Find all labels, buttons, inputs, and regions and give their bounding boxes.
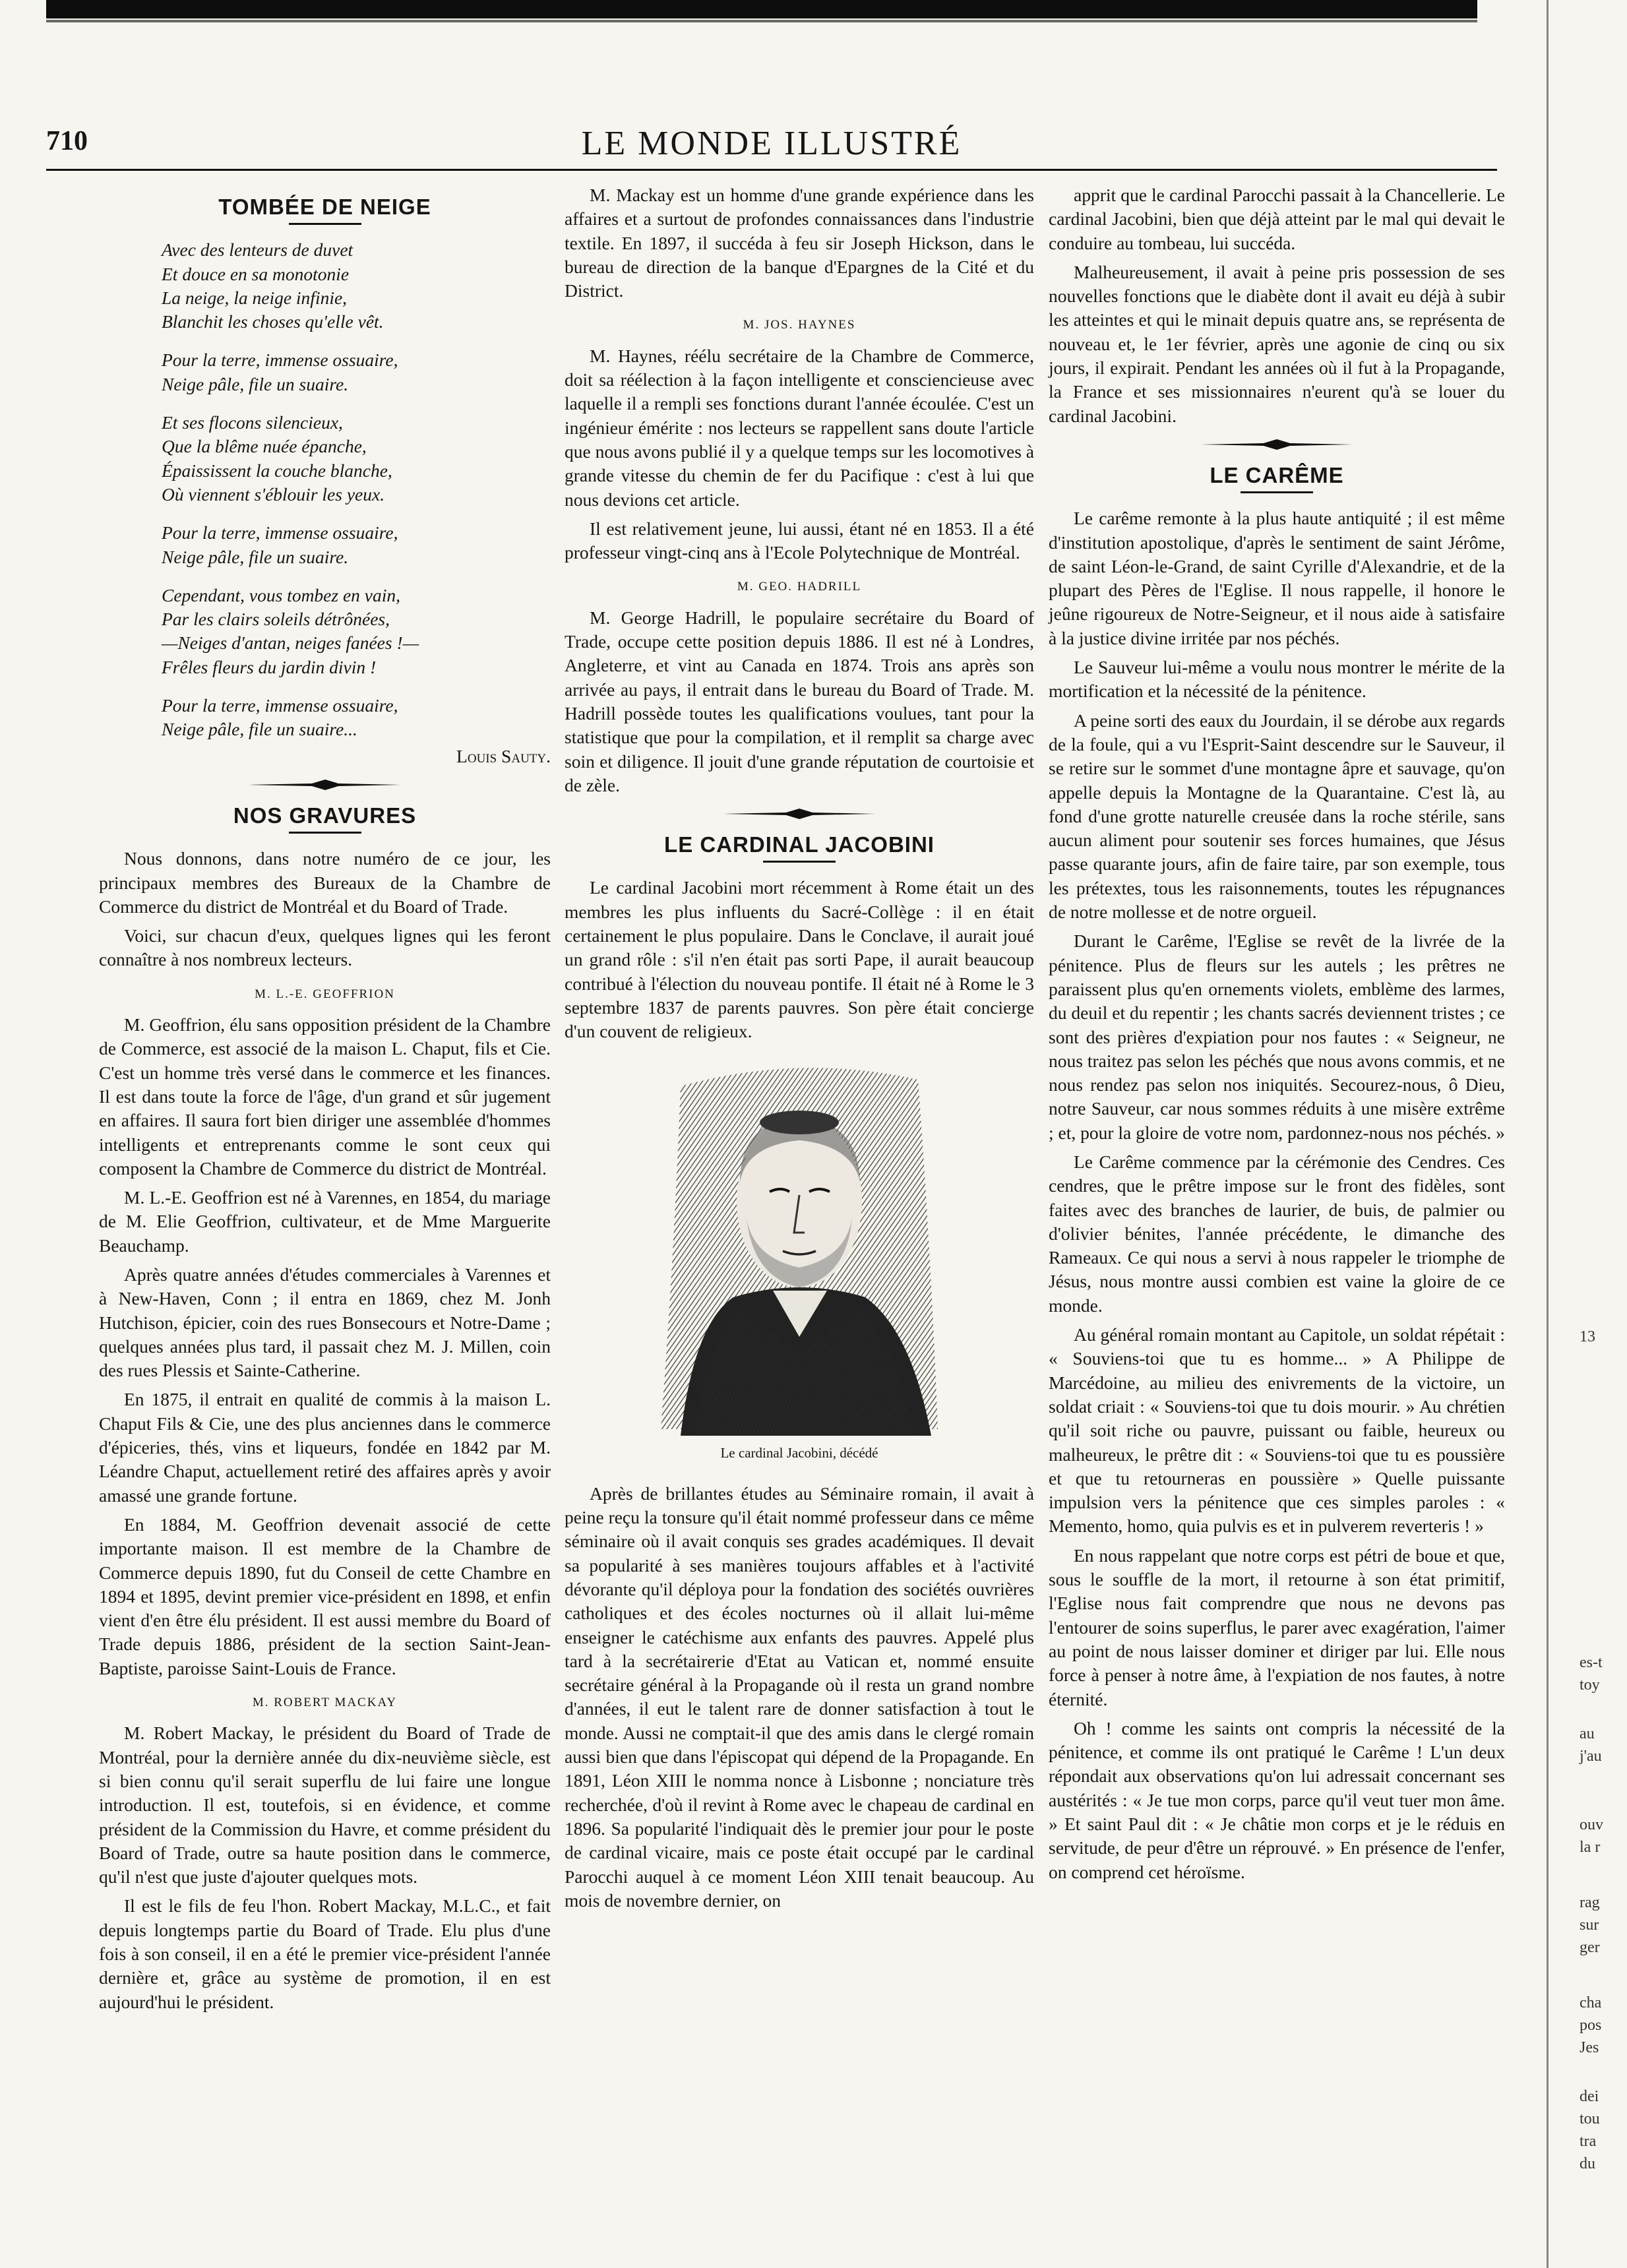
margin-fragment: es-t [1580, 1654, 1603, 1671]
cardinal-portrait-engraving [654, 1060, 944, 1436]
poem-line: Épaississent la couche blanche, [162, 460, 392, 481]
margin-fragment: rag [1580, 1894, 1600, 1911]
margin-fragment: dei [1580, 2088, 1599, 2105]
margin-fragment: j'au [1580, 1748, 1602, 1765]
paragraph: En nous rappelant que notre corps est pétri de boue et que, sous le souffle de la mort, il retourne à son état primitif, l'Eglise nous fait comprendre que nous ne devons pas l'entourer de soins superflus, le parer avec exagération, l'aimer au point de nous laisser dominer et diriger par lui. Elle nous force à penser à notre âme, à l'expiation de nos fautes, à notre éternité. [1049, 1545, 1505, 1709]
page-fold-line [1547, 0, 1549, 2268]
paragraph: A peine sorti des eaux du Jourdain, il se dérobe aux regards de la foule, qui a vu l'Esprit-Saint descendre sur le Sauveur, il se retire sur le sommet d'une montagne âpre et sauvage, qu'on appelle depuis la Montagne de la Quarantaine. C'est là, au fond d'une grotte naturelle creusée dans la roche stérile, sans aucun aliment pour soutenir ses forces humaines, que Jésus passe quarante jours, afin de faire taire, par son exemple, tous les prétextes, tous les raisonnements, toutes les répugnances de notre mollesse et de notre orgueil. [1049, 710, 1505, 923]
poem-line: Blanchit les choses qu'elle vêt. [162, 311, 384, 332]
page-top-edge-shadow [46, 20, 1477, 22]
paragraph: Au général romain montant au Capitole, un soldat répétait : « Souviens-toi que tu es homme... » A Philippe de Marcédoine, au milieu des enivrements de la victoire, un soldat criait : « Souviens-toi que tu dois mourir. » Au chrétien qu'il soit riche ou pauvre, puissant ou faible, heureux ou malheureux, le prêtre dit : « Souviens-toi que tu es poussière et que tu retourneras en poussière » Quelle puissante impulsion vers la pénitence que ces simples paroles : « Memento, homo, quia pulvis es et in pulverem reverteris ! » [1049, 1324, 1505, 1537]
margin-fragment: ouv [1580, 1816, 1603, 1833]
margin-fragment: tra [1580, 2133, 1597, 2150]
poem-line: Pour la terre, immense ossuaire, [162, 695, 398, 716]
paragraph: Oh ! comme les saints ont compris la nécessité de la pénitence, et comme ils ont pratiqué le Carême ! L'un deux répondait aux observations qu'on lui adressait concernant ses austérités : « Je tue mon corps, parce qu'il veut tuer mon âme. » Et saint Paul dit : « Je châtie mon corps et je le réduis en servitude, de peur d'être un réprouvé. » En présence de l'enfer, on comprend cet héroïsme. [1049, 1717, 1505, 1882]
poem-line: Et douce en sa monotonie [162, 263, 350, 284]
paragraph: Nous donnons, dans notre numéro de ce jour, les principaux membres des Bureaux de la Chambre de Commerce du district de Montréal et du Board of Trade. [99, 848, 551, 917]
subsection-heading: M. JOS. HAYNES [743, 318, 856, 332]
section-ornament [723, 807, 875, 821]
paragraph: Le Carême commence par la cérémonie des Cendres. Ces cendres, que le prêtre impose sur le front des fidèles, sont faites avec des branches de laurier, de buis, de palmier ou d'olivier bénites, l'année précédente, le dimanche des Rameaux. Ce qui nous a servi à nous rappeler le triomphe de Jésus, nous montre aussi combien est vaine la gloire de ce monde. [1049, 1151, 1505, 1316]
poem-line: Avec des lenteurs de duvet [162, 239, 353, 261]
margin-fragment: 13 [1580, 1328, 1595, 1345]
paragraph: Après quatre années d'études commerciales à Varennes et à New-Haven, Conn ; il entra en 1869, chez M. Jonh Hutchison, épicier, coin des rues Bonsecours et Notre-Dame ; quelques années plus tard, il passait chez M. J. Millen, coin des rues Plessis et Sainte-Catherine. [99, 1264, 551, 1381]
poem-line: Neige pâle, file un suaire. [162, 546, 349, 567]
paragraph: Malheureusement, il avait à peine pris possession de ses nouvelles fonctions que le diabète dont il avait eu déjà à subir les atteintes et qui le minait depuis quatre ans, se représenta de nouveau et, le 1er février, après une agonie de cinq ou six jours, il expirait. Pendant les années où il fut à la Propagande, la France et ses missionnaires n'eurent qu'à se louer du cardinal Jacobini. [1049, 261, 1505, 426]
margin-fragment: la r [1580, 1839, 1601, 1856]
poem-line: Par les clairs soleils détrônées, [162, 609, 390, 630]
margin-fragment: pos [1580, 2017, 1602, 2034]
column-3 [1049, 183, 1505, 1889]
poem-line: Pour la terre, immense ossuaire, [162, 522, 398, 543]
paragraph: Le Sauveur lui-même a voulu nous montrer le mérite de la mortification et la nécessité de la pénitence. [1049, 657, 1505, 702]
section-ornament [1201, 437, 1353, 452]
careme-title: LE CARÊME [1210, 462, 1344, 487]
paragraph: Durant le Carême, l'Eglise se revêt de la livrée de la pénitence. Plus de fleurs sur les autels ; les prêtres ne paraissent plus qu'en ornements violets, emblème des larmes, du deuil et du repentir ; les chants sacrés deviennent tristes ; ce sont des prières d'expiation pour nos fautes : « Seigneur, ne nous traitez pas selon les péchés que nous avons commis, et ne nous rendez pas selon nos iniquités. Secourez-nous, ô Dieu, notre Sauveur, car nous sommes réduits à une misère extrême ; et, pour la gloire de votre nom, pardonnez-nous nos péchés. » [1049, 931, 1505, 1143]
paragraph: M. Mackay est un homme d'une grande expérience dans les affaires et a surtout de profondes connaissances dans l'industrie textile. En 1897, il succéda à feu sir Joseph Hickson, dans le bureau de direction de la banque d'Epargnes de la Cité et du District. [565, 185, 1034, 301]
poem [162, 238, 551, 741]
subsection-heading: M. ROBERT MACKAY [252, 1696, 398, 1710]
poem-line: Frêles fleurs du jardin divin ! [162, 656, 377, 677]
paragraph: En 1875, il entrait en qualité de commis à la maison L. Chaput Fils & Cie, une des plus anciennes dans le commerce d'épiceries, thés, vins et liqueurs, fondée en 1842 par M. Léandre Chaput, actuellement retiré des affaires après y avoir amassé une grande fortune. [99, 1389, 551, 1506]
paragraph: apprit que le cardinal Parocchi passait à la Chancellerie. Le cardinal Jacobini, bien que déjà atteint par le mal qui devait le conduire au tombeau, lui succéda. [1049, 185, 1505, 253]
masthead [46, 124, 1497, 170]
poem-stanza [162, 348, 551, 396]
paragraph: Il est relativement jeune, lui aussi, étant né en 1853. Il a été professeur vingt-cinq ans à l'Ecole Polytechnique de Montréal. [565, 518, 1034, 563]
adjacent-page-fragments [1580, 1326, 1603, 2175]
paragraph: Le cardinal Jacobini mort récemment à Rome était un des membres les plus influents du Sacré-Collège : il en était certainement le plus populaire. Dans le Conclave, il aurait joué un grand rôle : s'il n'en était pas sorti Pape, il aurait beaucoup contribué à l'élection du nouveau pontife. Il était né à Rome le 3 septembre 1837 de parents pauvres. Son père était concierge d'un couvent de religieux. [565, 877, 1034, 1042]
margin-fragment: du [1580, 2155, 1595, 2172]
page-number: 710 [46, 126, 88, 156]
poem-stanza [162, 584, 551, 679]
title-rule [1241, 491, 1313, 493]
paragraph: M. L.-E. Geoffrion est né à Varennes, en 1854, du mariage de M. Elie Geoffrion, cultivateur, et de Mme Marguerite Beauchamp. [99, 1187, 551, 1256]
column-1 [99, 183, 551, 2019]
poem-stanza [162, 411, 551, 506]
subsection-heading: M. L.-E. GEOFFRION [255, 987, 395, 1001]
paragraph: M. George Hadrill, le populaire secrétaire du Board of Trade, occupe cette position depuis 1886. Il est né à Londres, Angleterre, et vint au Canada en 1874. Trois ans après son arrivée au pays, il entrait dans le bureau du Board of Trade. M. Hadrill possède toutes les qualifications voulues, tant pour la statistique que pour la compilation, et il remplit sa charge avec soin et diligence. Il jouit d'une grande réputation de courtoisie et de zèle. [565, 607, 1034, 795]
title-rule [763, 861, 836, 863]
paragraph: Le carême remonte à la plus haute antiquité ; il est même d'institution apostolique, d'après le sentiment de saint Jérôme, de saint Léon-le-Grand, de saint Cyrille d'Alexandrie, et de la plupart des Pères de l'Eglise. Il nous rappelle, il honore le jeûne rigoureux de Notre-Seigneur, et il nous aide à satisfaire à la justice divine irritée par nos péchés. [1049, 508, 1505, 648]
poem-line: Pour la terre, immense ossuaire, [162, 350, 398, 371]
poem-title: TOMBÉE DE NEIGE [218, 195, 431, 219]
margin-fragment: ger [1580, 1939, 1600, 1956]
margin-fragment: Jes [1580, 2039, 1599, 2056]
title-rule [289, 223, 361, 225]
section-ornament [249, 778, 401, 792]
paragraph: M. Geoffrion, élu sans opposition président de la Chambre de Commerce, est associé de la maison L. Chaput, fils et Cie. C'est un homme très versé dans le commerce et les finances. Il est dans toute la force de l'âge, d'un grand et sûr jugement en affaires. Il saura fort bien diriger une assemblée d'hommes intelligents et entreprenants comme le sont ceux qui composent la Chambre de Commerce du district de Montréal. [99, 1014, 551, 1179]
portrait-caption: Le cardinal Jacobini, décédé [720, 1444, 878, 1461]
paragraph: Voici, sur chacun d'eux, quelques lignes qui les feront connaître à nos nombreux lecteurs. [99, 925, 551, 970]
poem-stanza [162, 238, 551, 334]
margin-fragment: sur [1580, 1916, 1599, 1934]
poem-author: Louis Sauty. [456, 745, 551, 766]
poem-line: —Neiges d'antan, neiges fanées !— [162, 632, 419, 654]
paragraph: En 1884, M. Geoffrion devenait associé de cette importante maison. Il est membre de la Chambre de Commerce depuis 1890, fut du Conseil de cette Chambre en 1894 et 1895, devint premier vice-président en 1898, et enfin vient d'en être élu président. Il est aussi membre du Board of Trade depuis 1886, président de la section Saint-Jean-Baptiste, paroisse Saint-Louis de France. [99, 1514, 551, 1678]
gravures-title: NOS GRAVURES [233, 803, 417, 828]
paragraph: M. Robert Mackay, le président du Board of Trade de Montréal, pour la dernière année du dix-neuvième siècle, est si bien connu qu'il serait superflu de lui faire une longue introduction. Il est, toutefois, si en évidence, et comme président de la Commission du Havre, et comme président du Board of Trade, outre sa haute position dans le commerce, qu'il n'est que juste d'ajouter quelques mots. [99, 1723, 551, 1887]
jacobini-title: LE CARDINAL JACOBINI [664, 832, 935, 857]
margin-fragment: tou [1580, 2110, 1600, 2128]
paragraph: M. Haynes, réélu secrétaire de la Chambre de Commerce, doit sa réélection à la façon intelligente et consciencieuse avec laquelle il a rempli ses fonctions durant l'année écoulée. C'est un ingénieur émérite : nos lecteurs se rappellent sans doute l'article que nous avons publié il y a quelque temps sur les locomotives à grande vitesse du chemin de fer du Pacifique : c'est à lui que nous devions cet article. [565, 345, 1034, 510]
margin-fragment: au [1580, 1725, 1595, 1742]
poem-line: La neige, la neige infinie, [162, 287, 348, 308]
column-2 [565, 183, 1034, 1918]
header-rule [46, 169, 1497, 171]
paragraph: Il est le fils de feu l'hon. Robert Mackay, M.L.C., et fait depuis longtemps partie du Board of Trade. Elu plus d'une fois à son conseil, il en a été le premier vice-président l'année dernière et, grâce au système de promotion, il en est aujourd'hui le président. [99, 1895, 551, 2012]
poem-line: Où viennent s'éblouir les yeux. [162, 483, 385, 505]
poem-line: Et ses flocons silencieux, [162, 412, 343, 433]
poem-stanza [162, 521, 551, 569]
margin-fragment: toy [1580, 1676, 1600, 1694]
subsection-heading: M. GEO. HADRILL [737, 580, 862, 594]
title-rule [289, 832, 361, 834]
journal-title: LE MONDE ILLUSTRÉ [581, 125, 962, 162]
poem-stanza [162, 694, 551, 742]
poem-line: Neige pâle, file un suaire. [162, 373, 349, 394]
poem-line: Cependant, vous tombez en vain, [162, 584, 401, 605]
margin-fragment: cha [1580, 1994, 1602, 2011]
page-top-edge [46, 0, 1477, 18]
poem-line: Que la blême nuée épanche, [162, 436, 367, 457]
poem-line: Neige pâle, file un suaire... [162, 719, 357, 740]
paragraph: Après de brillantes études au Séminaire romain, il avait à peine reçu la tonsure qu'il était nommé professeur dans ce même séminaire où il avait conquis ses grades académiques. Il devait sa popularité à ses manières toujours affables et à l'activité dévorante qu'il déploya pour la fondation des sociétés ouvrières catholiques et des écoles nocturnes où il allait lui-même enseigner le catéchisme aux enfants des pauvres. Appelé plus tard à la secrétairerie d'Etat au Vatican et, nommé ensuite secrétaire général à la Propagande où il resta un grand nombre d'années, il eut le talent rare de donner satisfaction à tout le monde. Aussi ne comptait-il que des amis dans le clergé romain aussi bien que dans l'épiscopat qui dépend de la Propagande. En 1891, Léon XIII le nomma nonce à Lisbonne ; nonciature très recherchée, d'où il revint à Rome avec le chapeau de cardinal en 1896. Sa popularité l'indiquait dès le premier jour pour le poste de cardinal vicaire, mais ce poste était occupé par le cardinal Parocchi auquel à ce moment Léon XIII tenait beaucoup. Au mois de novembre dernier, on [565, 1483, 1034, 1911]
